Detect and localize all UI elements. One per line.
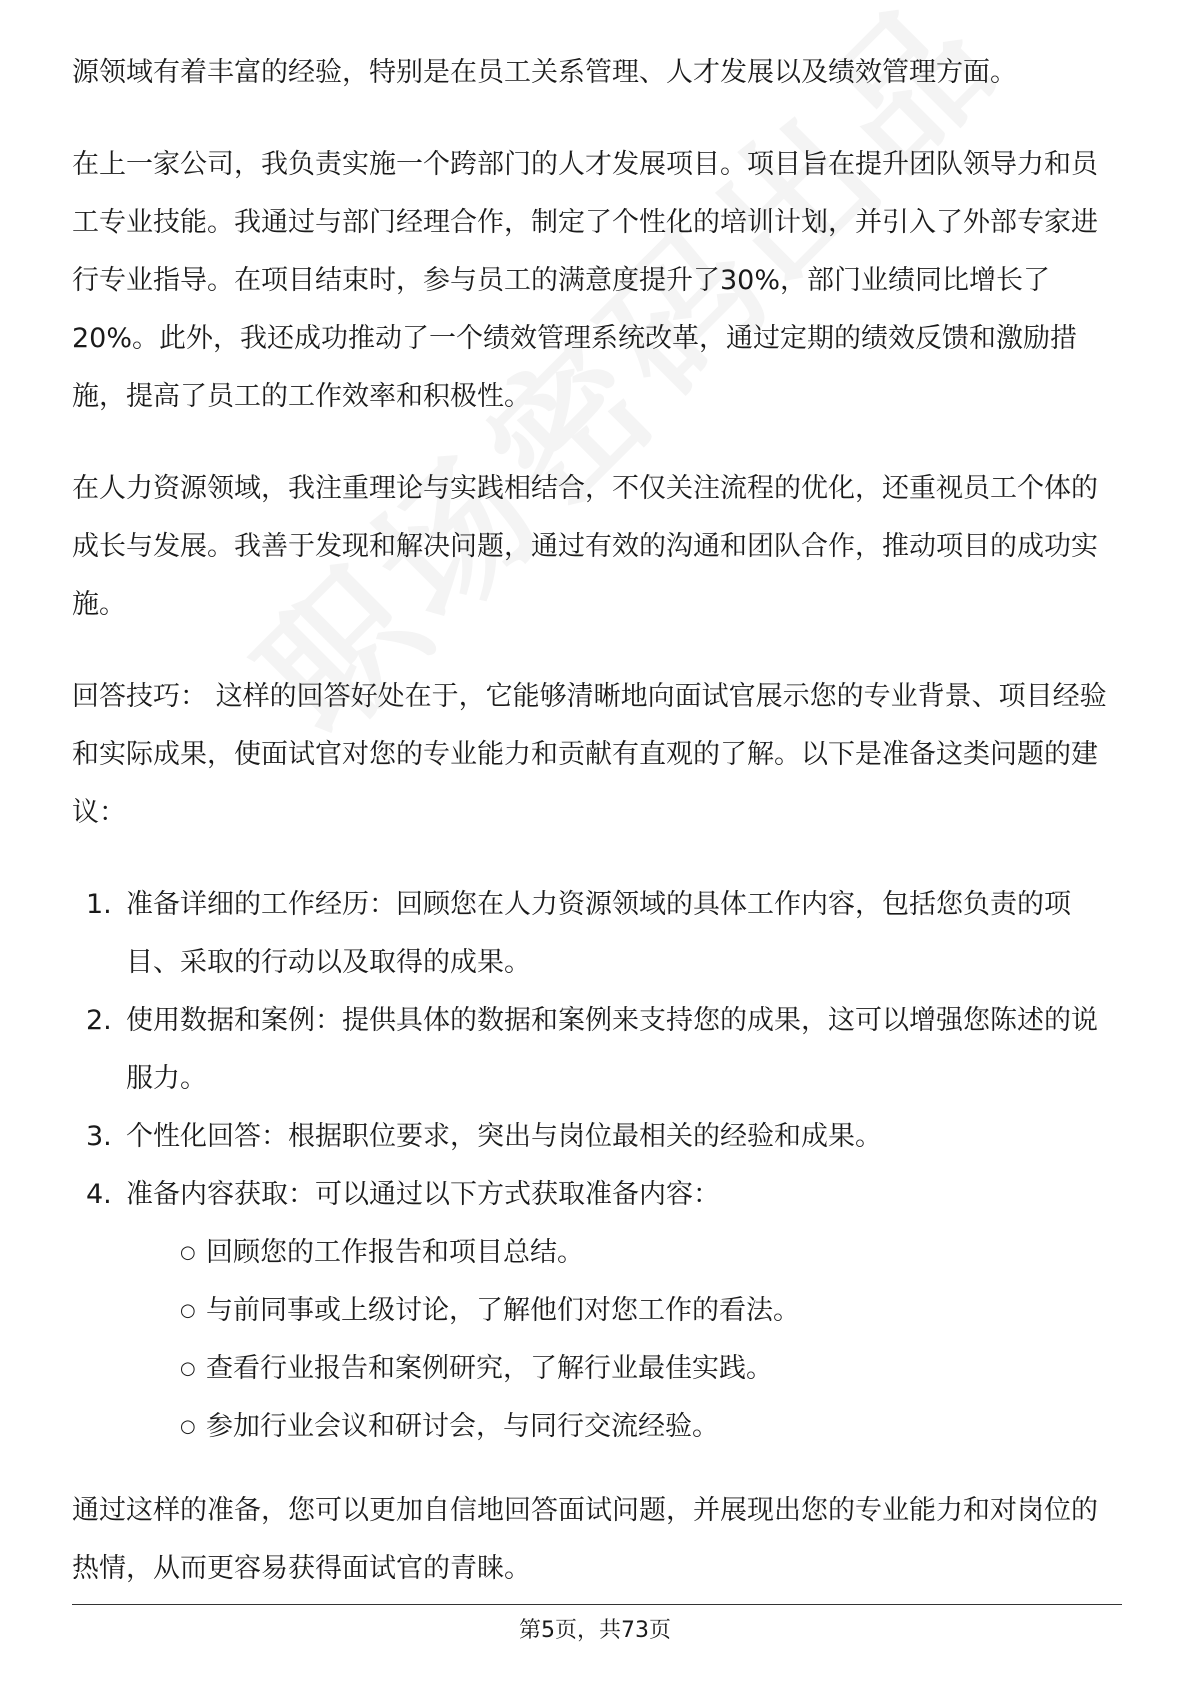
circle-bullet-icon: ○ (180, 1300, 196, 1321)
paragraph-closing: 通过这样的准备，您可以更加自信地回答面试问题，并展现出您的专业能力和对岗位的热情，从而更容易获得面试官的青睐。 (72, 1495, 1098, 1584)
circle-bullet-icon: ○ (180, 1358, 196, 1379)
list-item (72, 1108, 1122, 1166)
sub-list-item (180, 1224, 1122, 1282)
list-number: 2. (86, 1005, 112, 1036)
paragraph-approach: 在人力资源领域，我注重理论与实践相结合，不仅关注流程的优化，还重视员工个体的成长与发展。我善于发现和解决问题，通过有效的沟通和团队合作，推动项目的成功实施。 (72, 473, 1098, 620)
list-number: 3. (86, 1121, 112, 1152)
sub-list-item (180, 1340, 1122, 1398)
sub-list-item (180, 1398, 1122, 1456)
list-item-text: 准备详细的工作经历：回顾您在人力资源领域的具体工作内容，包括您负责的项目、采取的行动以及取得的成果。 (126, 889, 1071, 978)
list-item (72, 876, 1122, 992)
circle-bullet-icon: ○ (180, 1242, 196, 1263)
list-number: 1. (86, 889, 112, 920)
footer-divider (72, 1604, 1122, 1605)
sub-list-item-text: 回顾您的工作报告和项目总结。 (206, 1237, 584, 1268)
circle-bullet-icon: ○ (180, 1416, 196, 1437)
paragraph-answer-tips: 回答技巧： 这样的回答好处在于，它能够清晰地向面试官展示您的专业背景、项目经验和实际成果，使面试官对您的专业能力和贡献有直观的了解。以下是准备这类问题的建议： (72, 681, 1107, 828)
sub-list (126, 1224, 1122, 1456)
list-number: 4. (86, 1179, 112, 1210)
paragraph-project-experience: 在上一家公司，我负责实施一个跨部门的人才发展项目。项目旨在提升团队领导力和员工专业技能。我通过与部门经理合作，制定了个性化的培训计划，并引入了外部专家进行专业指导。在项目结束时，参与员工的满意度提升了30%，部门业绩同比增长了20%。此外，我还成功推动了一个绩效管理系统改革，通过定期的绩效反馈和激励措施，提高了员工的工作效率和积极性。 (72, 149, 1098, 412)
page-number: 第5页，共73页 (519, 1618, 671, 1643)
list-item-text: 个性化回答：根据职位要求，突出与岗位最相关的经验和成果。 (126, 1121, 882, 1152)
sub-list-item-text: 查看行业报告和案例研究，了解行业最佳实践。 (206, 1353, 773, 1384)
sub-list-item (180, 1282, 1122, 1340)
sub-list-item-text: 与前同事或上级讨论，了解他们对您工作的看法。 (206, 1295, 800, 1326)
list-item-text: 准备内容获取：可以通过以下方式获取准备内容： (126, 1179, 720, 1210)
list-item-text: 使用数据和案例：提供具体的数据和案例来支持您的成果，这可以增强您陈述的说服力。 (126, 1005, 1098, 1094)
list-item (72, 992, 1122, 1108)
tips-list (72, 876, 1122, 1456)
sub-list-item-text: 参加行业会议和研讨会，与同行交流经验。 (206, 1411, 719, 1442)
page-content (72, 44, 1122, 1632)
list-item (72, 1166, 1122, 1456)
paragraph-intro-continued: 源领域有着丰富的经验，特别是在员工关系管理、人才发展以及绩效管理方面。 (72, 57, 1017, 88)
